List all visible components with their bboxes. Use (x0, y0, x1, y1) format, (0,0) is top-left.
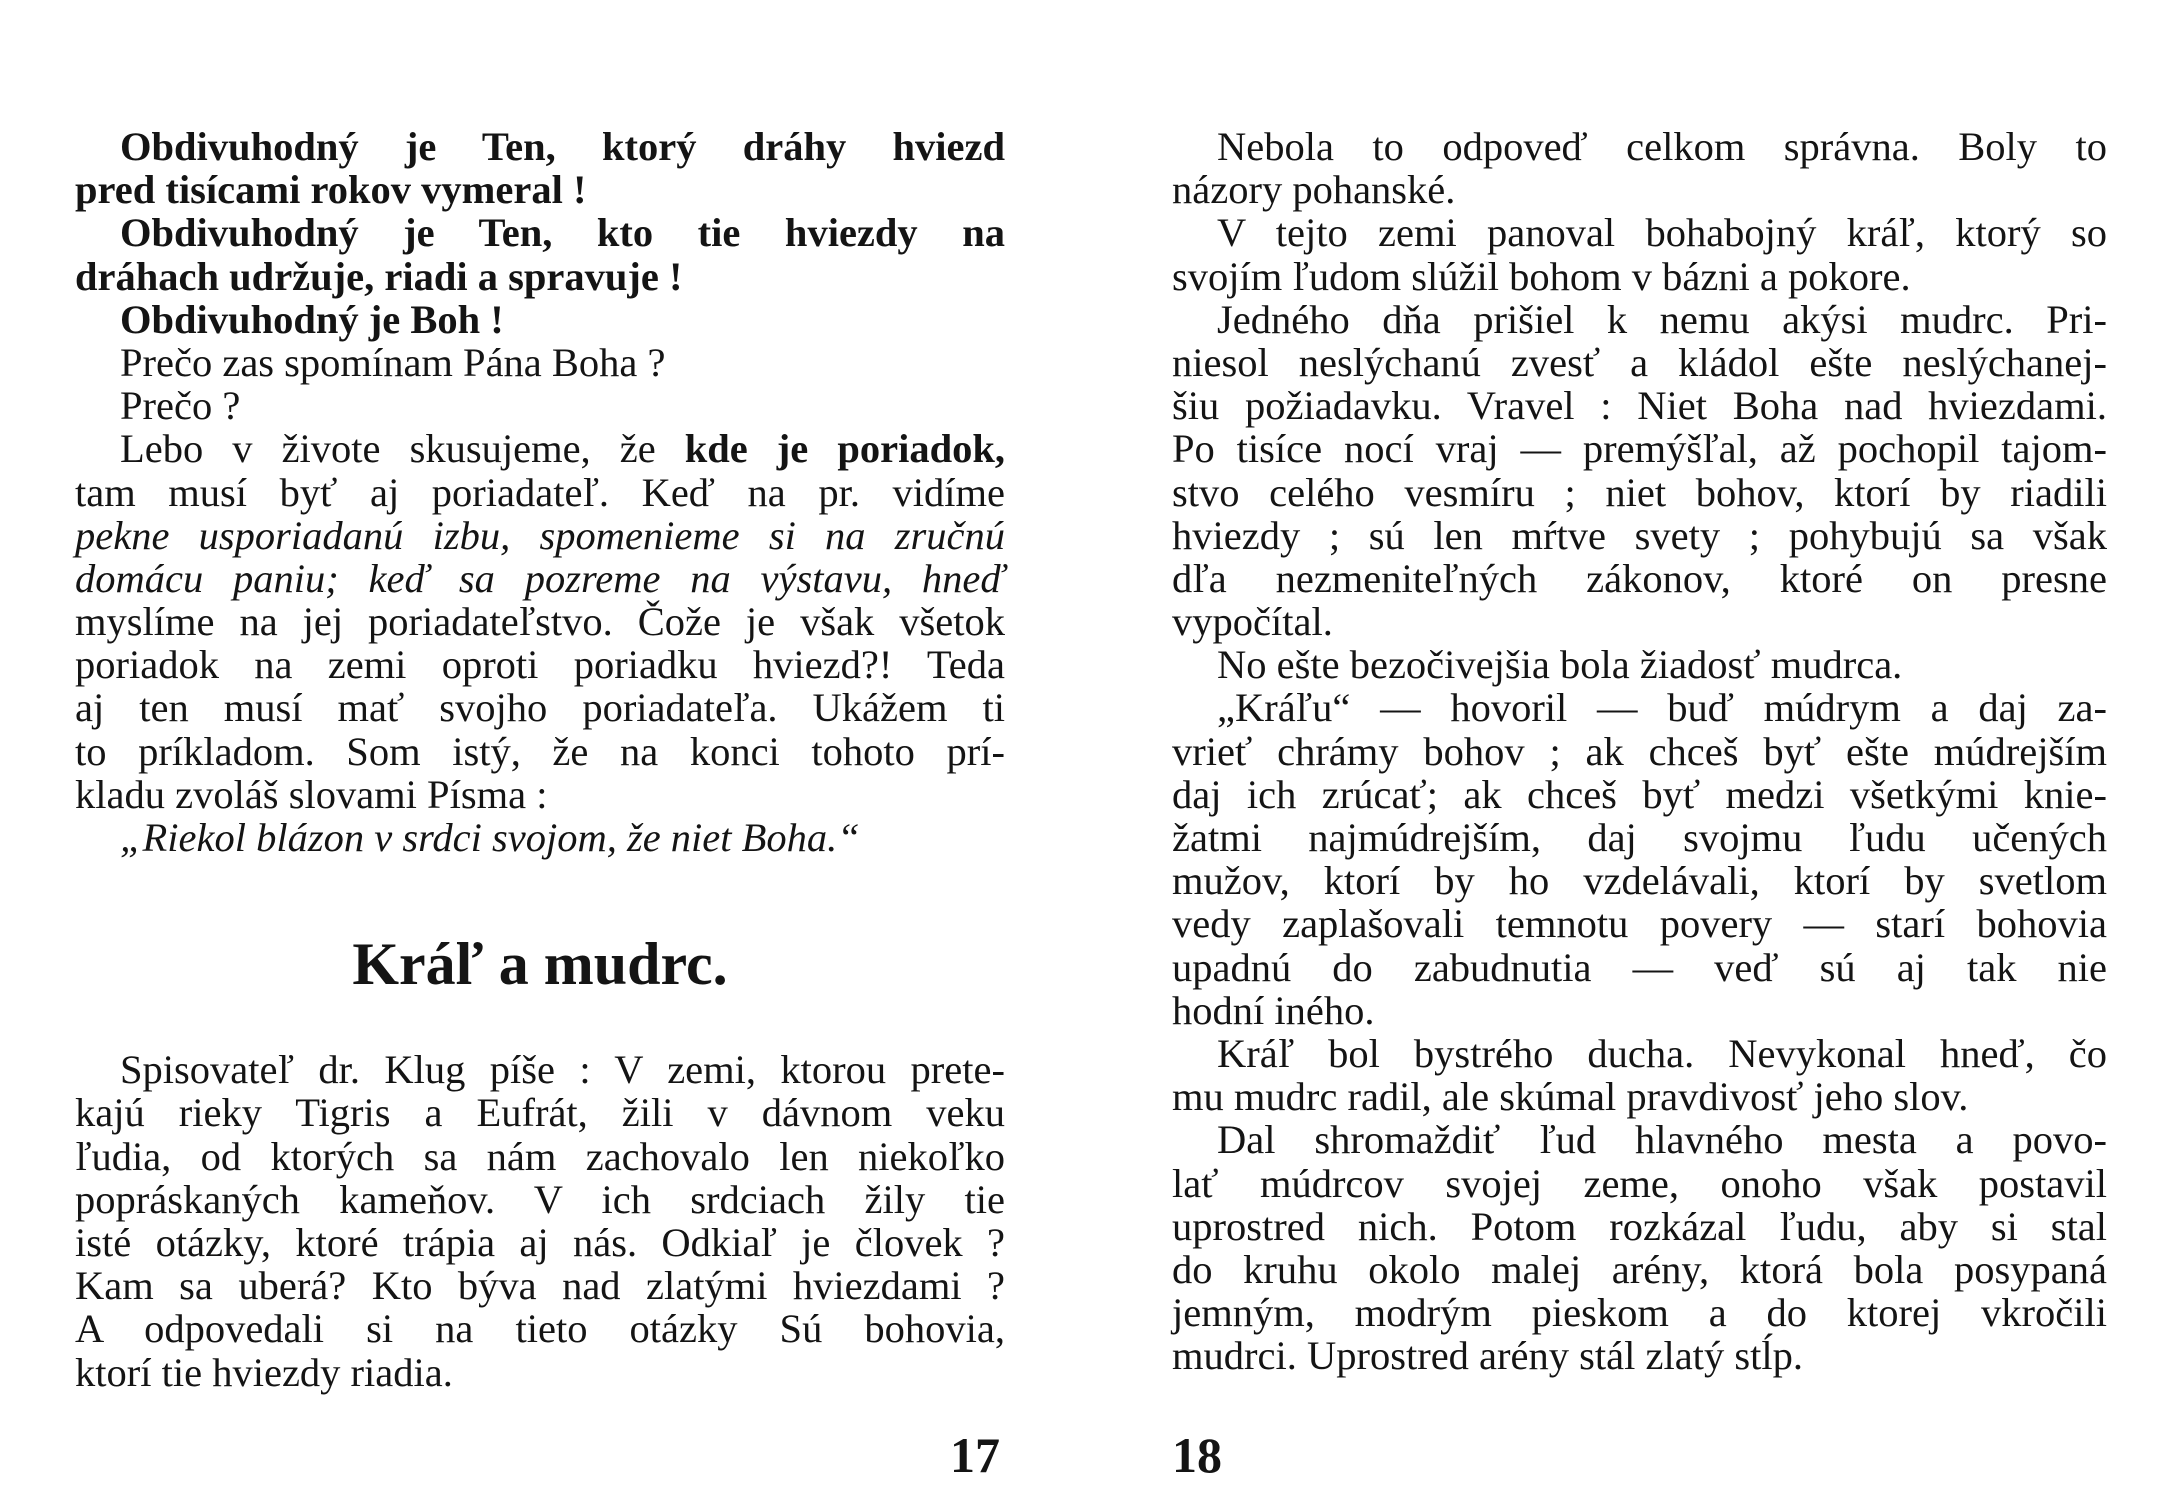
text-line: mudrci. Uprostred arény stál zlatý stĺp. (1172, 1333, 1803, 1379)
text-line: Lebo v živote skusujeme, že kde je poriadok, (120, 426, 1005, 472)
text-line: kladu zvoláš slovami Písma : (75, 771, 548, 817)
text-line: Obdivuhodný je Ten, kto tie hviezdy na (120, 210, 1005, 256)
text-line: stvo celého vesmíru ; niet bohov, ktorí by riadili (1172, 469, 2107, 515)
section-heading: Kráľ a mudrc. (352, 931, 728, 998)
text-line: vrieť chrámy bohov ; ak chceš byť ešte múdrejším (1172, 728, 2107, 774)
text-line: pred tisícami rokov vymeral ! (75, 167, 587, 213)
text-line: isté otázky, ktoré trápia aj nás. Odkiaľ je človek ? (75, 1219, 1005, 1265)
text-line: žatmi najmúdrejším, daj svojmu ľudu učených (1172, 815, 2107, 860)
text-line: dľa nezmeniteľných zákonov, ktoré on presne (1172, 555, 2107, 601)
text-line: Spisovateľ dr. Klug píše : V zemi, ktorou prete- (120, 1047, 1005, 1093)
text-line: jemným, modrým pieskom a do ktorej vkročili (1172, 1290, 2107, 1336)
text-line: poriadok na zemi oproti poriadku hviezd?! Teda (75, 642, 1005, 688)
text-line: daj ich zrúcať; ak chceš byť medzi všetkými knie- (1172, 771, 2107, 817)
text-line: Obdivuhodný je Ten, ktorý dráhy hviezd (120, 124, 1005, 169)
text-line: mu mudrc radil, ale skúmal pravdivosť jeho slov. (1172, 1074, 1969, 1120)
text-line: svojím ľudom slúžil bohom v bázni a pokore. (1172, 253, 1911, 299)
text-line: to príkladom. Som istý, že na konci tohoto prí- (75, 728, 1005, 774)
text-line: „Riekol blázon v srdci svojom, že niet Boha.“ (120, 815, 860, 860)
text-line: Jedného dňa prišiel k nemu akýsi mudrc. Pri- (1217, 296, 2107, 342)
text-line: Po tisíce nocí vraj — premýšľal, až pochopil tajom- (1172, 426, 2107, 472)
text-line: kajú rieky Tigris a Eufrát, žili v dávnom veku (75, 1090, 1005, 1136)
text-line: hodní iného. (1172, 987, 1375, 1033)
text-line: Prečo zas spomínam Pána Boha ? (120, 339, 666, 385)
text-line: „Kráľu“ — hovoril — buď múdrym a daj za- (1217, 685, 2107, 731)
text-line: No ešte bezočivejšia bola žiadosť mudrca. (1217, 642, 1903, 688)
text-line: mužov, ktorí by ho vzdelávali, ktorí by svetlom (1172, 858, 2107, 904)
text-line: niesol neslýchanú zvesť a kládol ešte neslýchanej- (1172, 339, 2107, 385)
text-line: do kruhu okolo malej arény, ktorá bola posypaná (1172, 1246, 2107, 1292)
text-line: šiu požiadavku. Vravel : Niet Boha nad hviezdami. (1172, 383, 2107, 429)
text-line: pekne usporiadanú izbu, spomenieme si na zručnú (75, 512, 1005, 558)
text-line: tam musí byť aj poriadateľ. Keď na pr. vidíme (75, 469, 1005, 515)
text-line: domácu paniu; keď sa pozreme na výstavu, hneď (75, 555, 1005, 601)
text-line: upadnú do zabudnutia — veď sú aj tak nie (1172, 944, 2107, 990)
text-line: aj ten musí mať svojho poriadateľa. Ukážem ti (75, 685, 1005, 731)
text-line: myslíme na jej poriadateľstvo. Čože je však všetok (75, 599, 1005, 645)
text-line: ktorí tie hviezdy riadia. (75, 1349, 453, 1395)
text-line: V tejto zemi panoval bohabojný kráľ, ktorý so (1217, 210, 2107, 256)
text-line: uprostred nich. Potom rozkázal ľudu, aby si stal (1172, 1203, 2107, 1249)
poem-block (75, 125, 1005, 427)
text-line: hviezdy ; sú len mŕtve svety ; pohybujú sa však (1172, 512, 2107, 558)
page-number-right: 18 (1172, 1427, 1222, 1483)
text-line: Nebola to odpoveď celkom správna. Boly to (1217, 124, 2107, 169)
text-line: Obdivuhodný je Boh ! (120, 296, 504, 342)
text-line: popráskaných kameňov. V ich srdciach žily tie (75, 1176, 1005, 1222)
text-line: A odpovedali si na tieto otázky Sú bohovia, (75, 1306, 1005, 1352)
text-line: vypočítal. (1172, 599, 1333, 645)
left-page (75, 125, 1005, 1394)
text-line: ľudia, od ktorých sa nám zachovalo len niekoľko (75, 1133, 1005, 1179)
paragraph-block-1 (75, 427, 1005, 859)
text-line: Dal shromaždiť ľud hlavného mesta a povo- (1217, 1117, 2107, 1163)
text-line: Prečo ? (120, 383, 241, 429)
page-number-left: 17 (950, 1427, 1000, 1483)
text-line: Kráľ bol bystrého ducha. Nevykonal hneď, čo (1217, 1030, 2107, 1076)
text-line: Kam sa uberá? Kto býva nad zlatými hviezdami ? (75, 1263, 1005, 1309)
text-line: dráhach udržuje, riadi a spravuje ! (75, 253, 683, 299)
text-line: názory pohanské. (1172, 167, 1456, 213)
paragraph-block-2 (75, 1048, 1005, 1394)
text-line: vedy zaplašovali temnotu povery — starí bohovia (1172, 901, 2107, 947)
right-page (1172, 125, 2107, 1377)
text-line: lať múdrcov svojej zeme, onoho však postavil (1172, 1160, 2107, 1206)
